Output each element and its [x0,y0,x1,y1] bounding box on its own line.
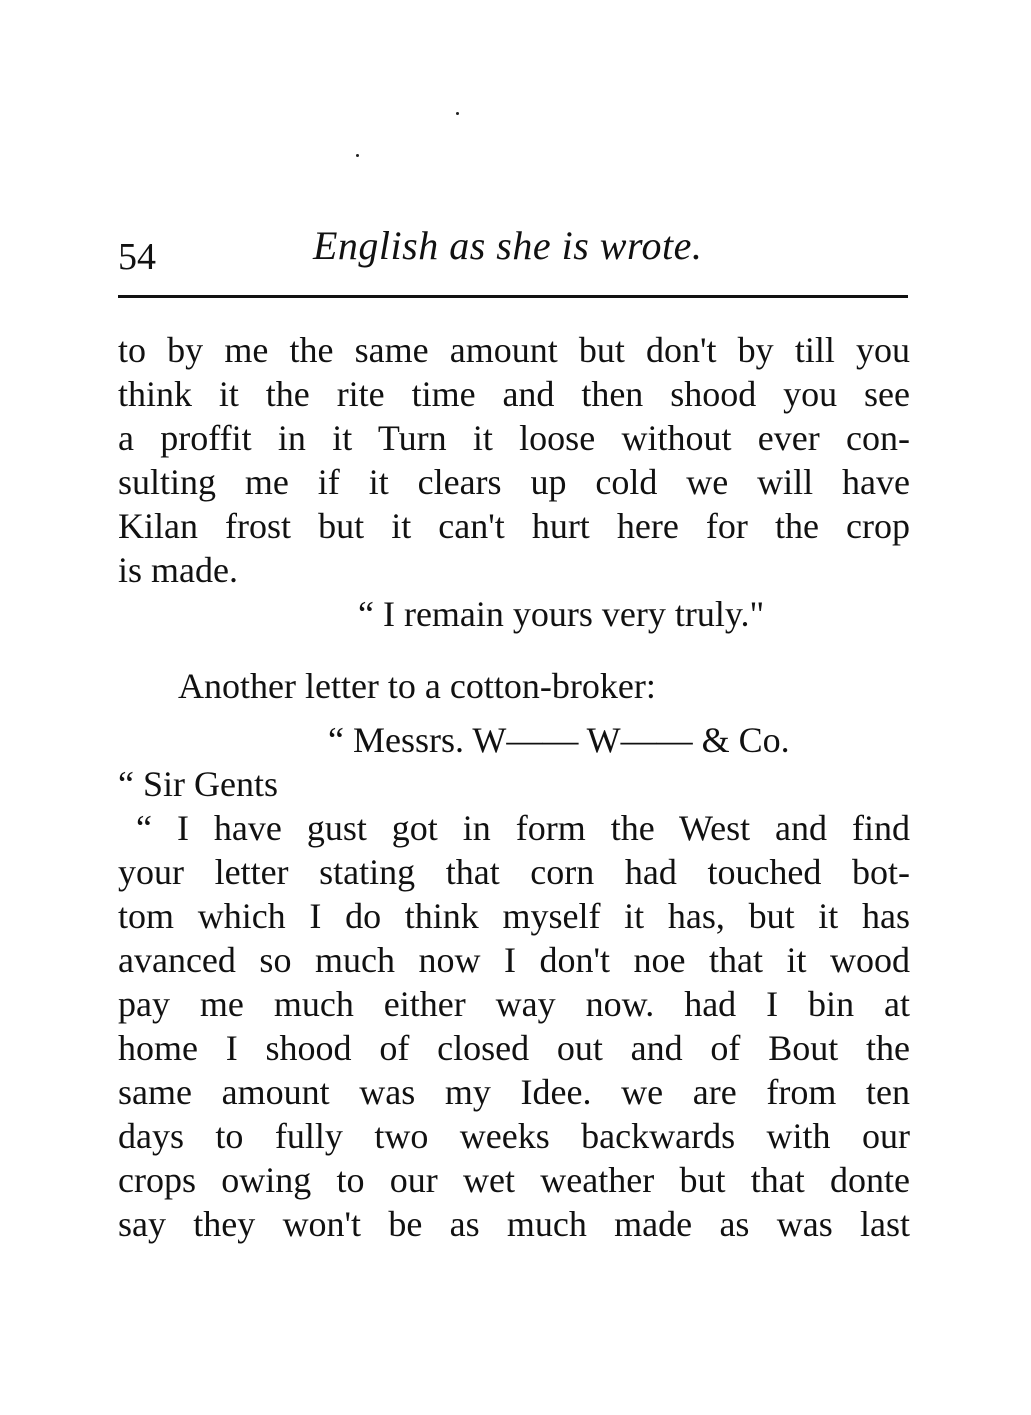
text-line: crops owing to our wet weather but that donte [118,1160,910,1200]
salutation-line: “ Sir Gents [118,764,278,804]
speck-mark [356,154,359,157]
text-line: home I shood of closed out and of Bout the [118,1028,910,1068]
paragraph-gap [118,636,910,664]
text-line: days to fully two weeks backwards with our [118,1116,910,1156]
closing-line: “ I remain yours very truly." [358,594,765,634]
running-head: English as she is wrote. [313,223,703,268]
text-line: to by me the same amount but don't by till you [118,330,910,370]
text-line: avanced so much now I don't noe that it wood [118,940,910,980]
text-line: your letter stating that corn had touched bot- [118,852,910,892]
text-line: “ I have gust got in form the West and find [136,808,910,848]
text-line: is made. [118,550,238,590]
text-line: tom which I do think myself it has, but it has [118,896,910,936]
page-header [118,222,908,282]
text-line: think it the rite time and then shood you see [118,374,910,414]
text-line: say they won't be as much made as was last [118,1204,910,1244]
page-number: 54 [118,236,156,278]
intro-line: Another letter to a cotton-broker: [178,666,656,706]
paragraph-gap [118,708,910,718]
body-text [118,328,910,1246]
speck-mark [456,112,459,115]
text-line: same amount was my Idee. we are from ten [118,1072,910,1112]
text-line: Kilan frost but it can't hurt here for the crop [118,506,910,546]
addressee-line: “ Messrs. W—— W—— & Co. [328,720,790,760]
header-rule [118,295,908,298]
text-line: sulting me if it clears up cold we will have [118,462,910,502]
text-line: pay me much either way now. had I bin at [118,984,910,1024]
text-line: a proffit in it Turn it loose without ever con- [118,418,910,458]
